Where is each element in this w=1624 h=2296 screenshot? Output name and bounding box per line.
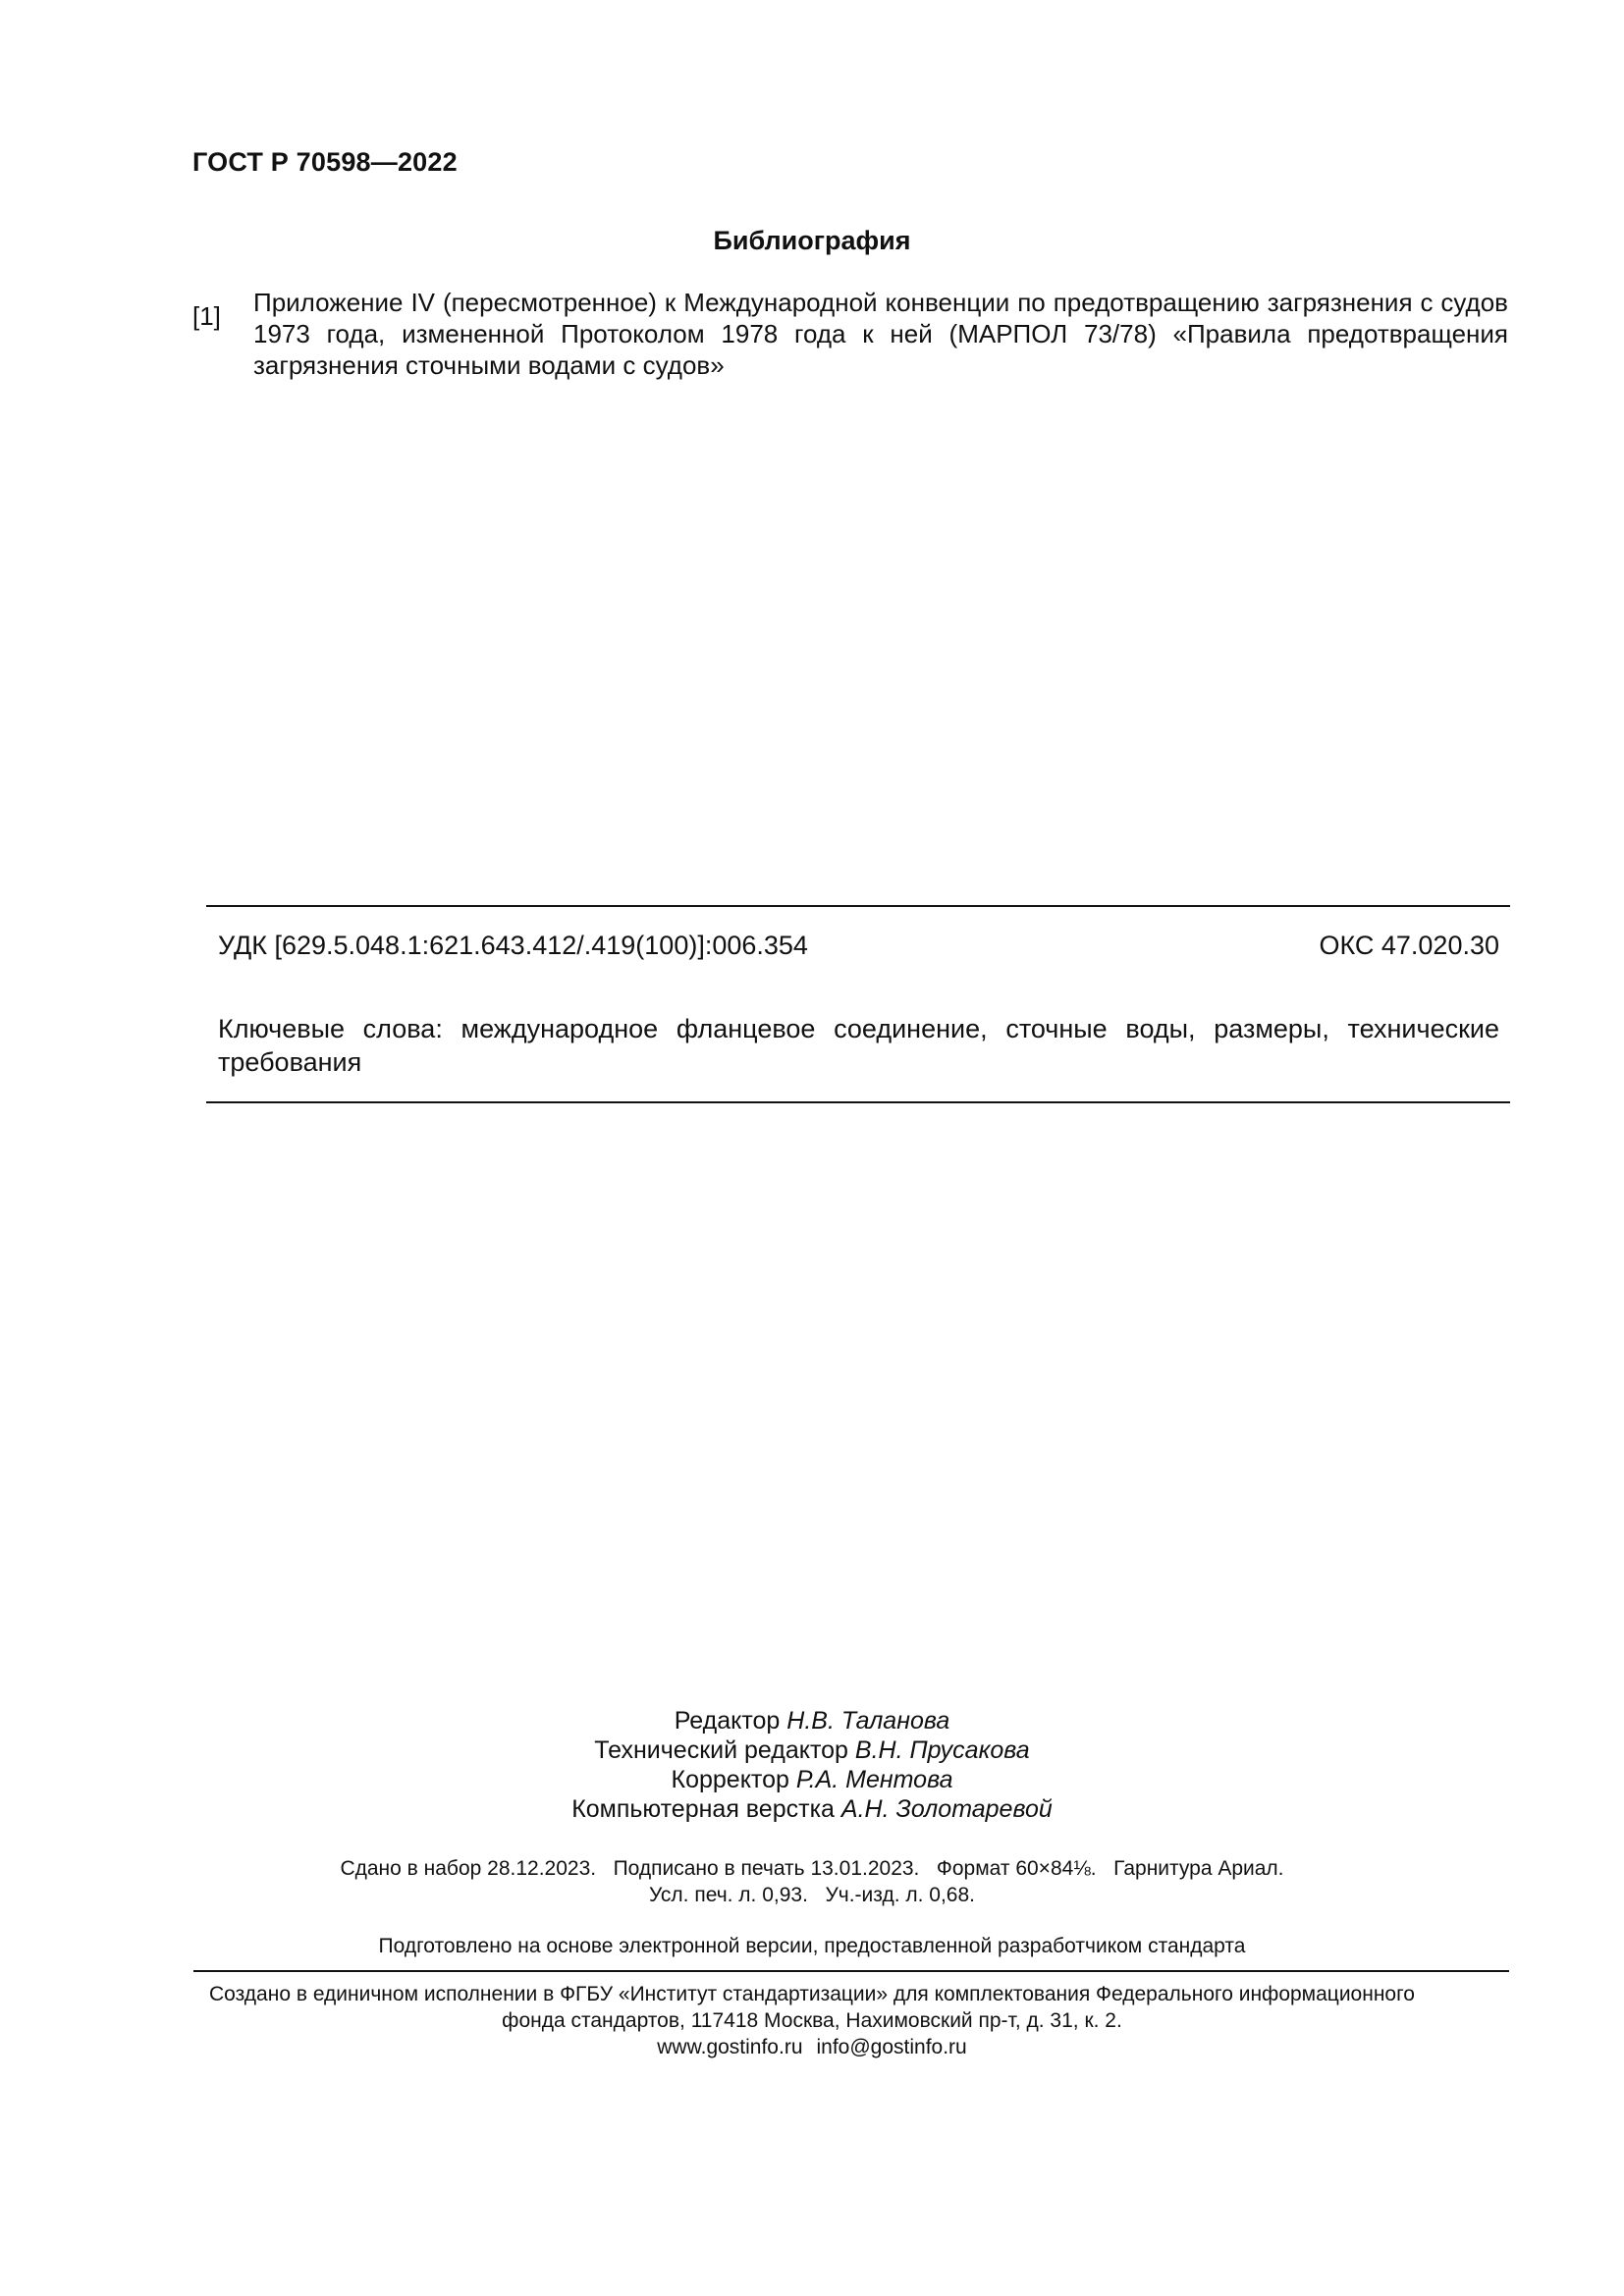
credit-layout (0, 1794, 1624, 1824)
footer-line-2: фонда стандартов, 117418 Москва, Нахимовский пр-т, д. 31, к. 2. (502, 2009, 1122, 2032)
bibliography-entry-text: Приложение IV (пересмотренное) к Международной конвенции по предотвращению загрязнения с судов 1973 года, измененной Протоколом 1978 года к ней (МАРПОЛ 73/78) «Правила предотвращения загрязнения сточными водами с судов» (253, 288, 1508, 380)
credit-editor-role: Редактор (674, 1707, 781, 1735)
document-code: ГОСТ Р 70598—2022 (192, 147, 458, 177)
footer-divider (193, 1970, 1509, 1972)
credit-tech-editor (0, 1735, 1624, 1765)
footer-email-link[interactable]: info@gostinfo.ru (816, 2036, 967, 2058)
print-info-line-1: Сдано в набор 28.12.2023. Подписано в печать 13.01.2023. Формат 60×84⅛. Гарнитура Ариал. (340, 1857, 1284, 1880)
credits-block (0, 1706, 1624, 1824)
oks-code: ОКС 47.020.30 (1319, 931, 1499, 960)
credit-corrector-name: Р.А. Ментова (795, 1766, 953, 1793)
credit-layout-name: А.Н. Золотаревой (840, 1795, 1053, 1823)
credit-corrector-role: Корректор (671, 1766, 789, 1793)
credit-layout-role: Компьютерная верстка (571, 1795, 835, 1823)
classification-top-divider (206, 905, 1510, 907)
footer-contacts (0, 2034, 1624, 2060)
publisher-footer (0, 1981, 1624, 2060)
footer-website-link[interactable]: www.gostinfo.ru (657, 2036, 803, 2058)
print-info (0, 1855, 1624, 1908)
classification-bottom-divider (206, 1101, 1510, 1103)
credit-tech-editor-name: В.Н. Прусакова (854, 1736, 1030, 1764)
udk-code: УДК [629.5.048.1:621.643.412/.419(100)]:006.354 (218, 931, 808, 960)
print-info-line-2: Усл. печ. л. 0,93. Уч.-изд. л. 0,68. (648, 1884, 975, 1906)
credit-corrector (0, 1765, 1624, 1794)
credit-tech-editor-role: Технический редактор (594, 1736, 848, 1764)
bibliography-entry (192, 287, 1508, 381)
footer-line-1: Создано в единичном исполнении в ФГБУ «Институт стандартизации» для комплектования Федерального информационного (209, 1983, 1415, 2005)
prepared-note: Подготовлено на основе электронной версии, предоставленной разработчиком стандарта (378, 1935, 1246, 1957)
bibliography-entry-number: [1] (192, 301, 221, 331)
keywords: Ключевые слова: международное фланцевое соединение, сточные воды, размеры, технические требования (218, 1014, 1499, 1077)
bibliography-title: Библиография (713, 226, 911, 255)
credit-editor (0, 1706, 1624, 1735)
credit-editor-name: Н.В. Таланова (786, 1707, 950, 1735)
